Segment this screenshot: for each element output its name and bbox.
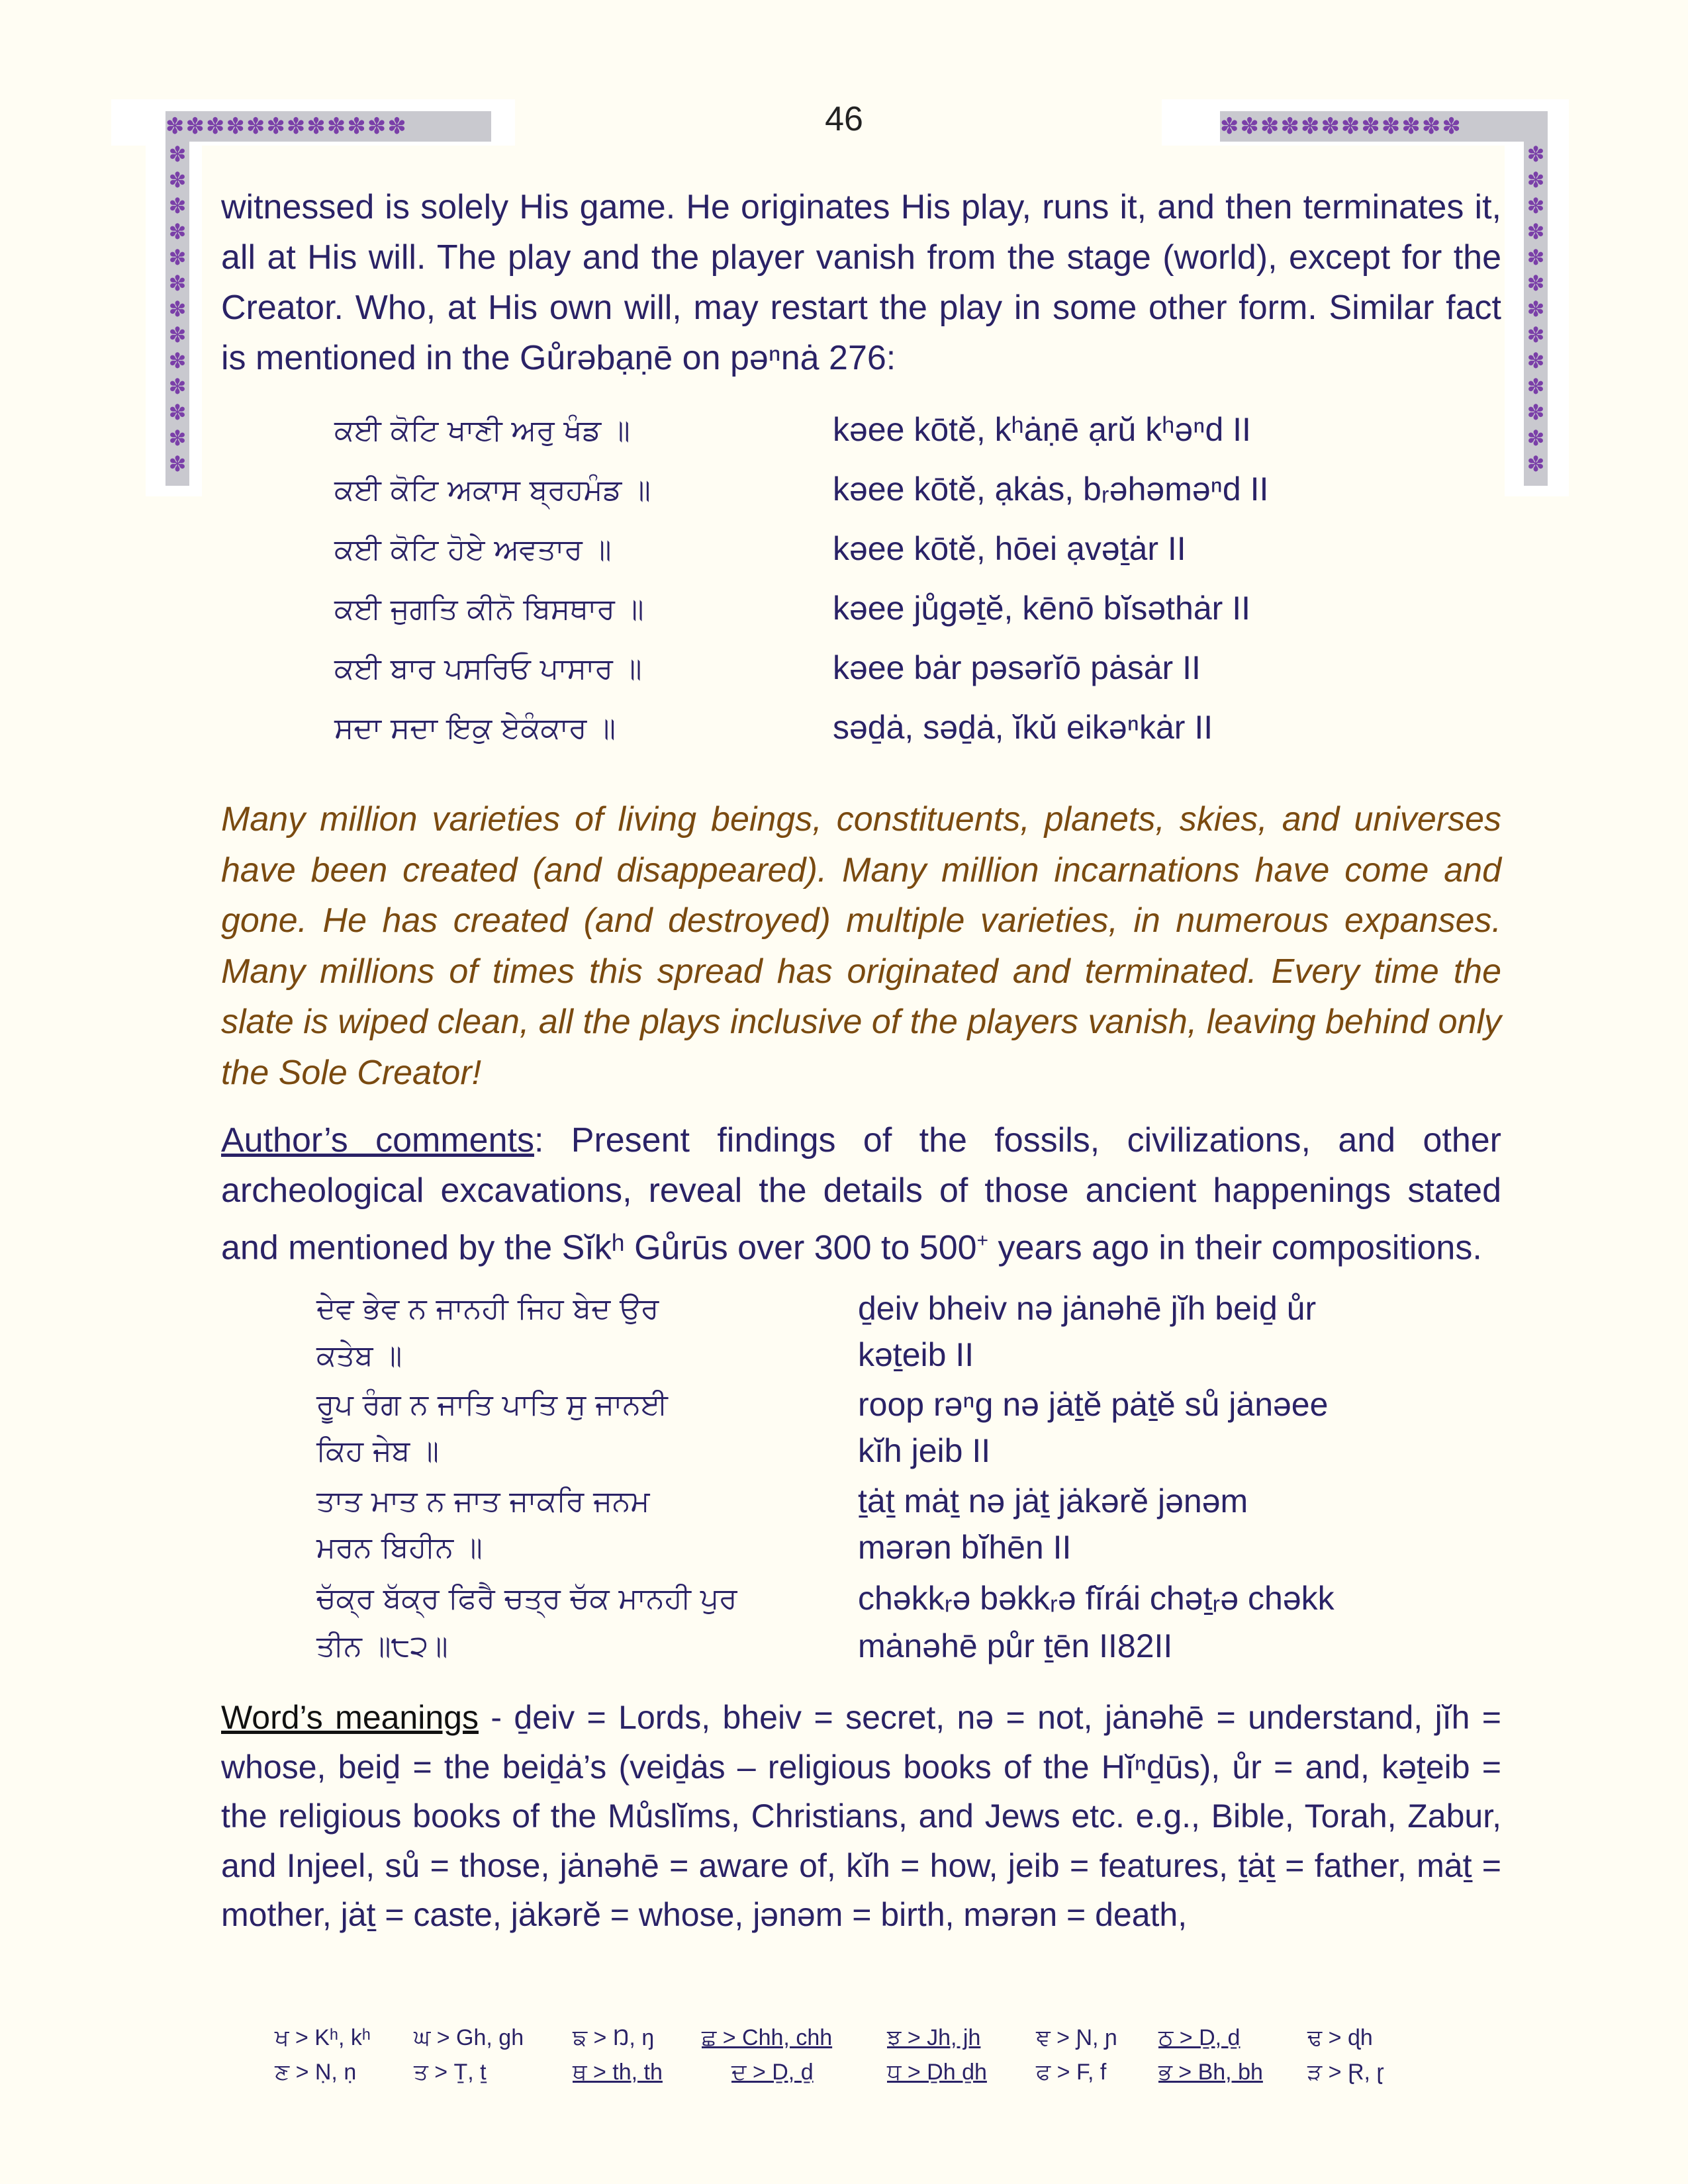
key-entry: ਭ > Bh, bh [1158, 2060, 1263, 2085]
key-entry: ਧ > Ḏh ḏh [887, 2060, 987, 2085]
verse1-gurmukhi-line: ਕਈ ਬਾਰ ਪਸਰਿਓ ਪਾਸਾਰ ॥ [334, 652, 642, 686]
verse1-gurmukhi-line: ਕਈ ਜੁਗਤਿ ਕੀਨੋ ਬਿਸਥਾਰ ॥ [334, 592, 644, 626]
word-meanings-text: - ḏeiv = Lords, bheiv = secret, nə = not, jȧnəhē = understand, jĭh = whose, beiḏ = the beiḏȧ’s (veiḏȧs – religious books of the Hĭⁿḏūs), ůr = and, kəṯeib = the religious books of the Můslĭms, Christians, and Jews etc. e.g., Bible, Torah, Zabur, and Injeel, sů = those, jȧnəhē = aware of, kĭh = how, jeib = features, ṯȧṯ = father, mȧṯ = mother, jȧṯ = caste, jȧkərĕ = whose, jənəm = birth, mərən = death, [221, 1699, 1502, 1933]
key-entry: ਘ > Gh, gh [414, 2025, 524, 2050]
key-entry: ਤ > Ṯ, ṯ [414, 2060, 487, 2085]
verse1-gurmukhi-line: ਸਦਾ ਸਦਾ ਇਕੁ ਏਕੰਕਾਰ ॥ [334, 711, 616, 745]
key-entry: ਛ > Chh, chh [702, 2025, 833, 2050]
verse1-translit-line: kəee kōtĕ, ạkȧs, bᵣəhəməⁿd II [833, 471, 1269, 508]
verse1-gurmukhi-line: ਕਈ ਕੋਟਿ ਹੋਏ ਅਵਤਾਰ ॥ [334, 533, 612, 567]
word-meanings-paragraph [221, 1693, 1501, 1940]
verse1-translit-line: kəee kōtĕ, hōei ạvəṯȧr II [833, 530, 1186, 567]
key-entry: ਖ > Kʰ, kʰ [275, 2025, 371, 2050]
key-entry: ਥ > th, th [573, 2060, 663, 2085]
key-entry: ਝ > Jh, jh [887, 2025, 981, 2050]
key-entry: ਠ > Ḏ, ḏ [1158, 2025, 1241, 2050]
authors-comments-text-end: years ago in their compositions. [988, 1228, 1482, 1267]
authors-comments-paragraph [221, 1115, 1501, 1273]
word-meanings-label: Word’s meanings [221, 1699, 479, 1736]
star-border-top-right: ✽✽✽✽✽✽✽✽✽✽✽✽ [1220, 111, 1548, 142]
verse2-translit-line: mərən bĭhēn II [858, 1529, 1072, 1566]
key-entry: ਫ > F, f [1036, 2060, 1107, 2085]
verse2-translit-line: ḏeiv bheiv nə jȧnəhē jĭh beiḏ ůr [858, 1290, 1317, 1327]
key-entry: ਙ > Ŋ, ŋ [573, 2025, 655, 2050]
key-entry: ਞ > Ɲ, ɲ [1036, 2025, 1117, 2050]
verse2-gurmukhi-line: ਕਤੇਬ ॥ [316, 1339, 402, 1373]
key-entry: ਢ > ɖh [1307, 2025, 1373, 2050]
verse2-gurmukhi-line: ਕਿਹ ਜੇਬ ॥ [316, 1434, 440, 1468]
key-entry: ੜ > Ɽ, ɽ [1307, 2060, 1384, 2085]
verse2-translit-line: ṯȧṯ mȧṯ nə jȧṯ jȧkərĕ jənəm [858, 1482, 1248, 1520]
verse2-translit-line: mȧnəhē půr ṯēn II82II [858, 1627, 1173, 1664]
verse2-translit-line: kəṯeib II [858, 1336, 974, 1373]
verse1-gurmukhi-line: ਕਈ ਕੋਟਿ ਅਕਾਸ ਬ੍ਰਹਮੰਡ ॥ [334, 473, 651, 507]
star-border-left: ✽✽✽✽✽✽✽✽✽✽✽✽✽ [165, 142, 189, 486]
star-border-right: ✽✽✽✽✽✽✽✽✽✽✽✽✽ [1524, 142, 1548, 486]
verse2-gurmukhi-line: ਦੇਵ ਭੇਵ ਨ ਜਾਨਹੀ ਜਿਹ ਬੇਦ ਉਰ [316, 1292, 659, 1326]
verse1-translit-line: kəee bȧr pəsərĭō pȧsȧr II [833, 649, 1201, 686]
star-border-top-left: ✽✽✽✽✽✽✽✽✽✽✽✽ [165, 111, 491, 142]
authors-comments-text: : Present findings of the fossils, civilizations, and other archeological excavations, reveal the details of those ancient happenings stated and mentioned by the Sĭkʰ Gůrūs over 300 to 500 [221, 1121, 1501, 1267]
verse1-translit-line: kəee kōtĕ, kʰȧṇē ạrŭ kʰəⁿd II [833, 411, 1251, 448]
verse2-gurmukhi-line: ਰੂਪ ਰੰਗ ਨ ਜਾਤਿ ਪਾਤਿ ਸੁ ਜਾਨਈ [316, 1388, 668, 1422]
authors-comments-label: Author’s comments [221, 1121, 534, 1160]
verse2-gurmukhi-line: ਮਰਨ ਬਿਹੀਨ ॥ [316, 1531, 483, 1565]
translation-paragraph: Many million varieties of living beings, constituents, planets, skies, and universes have been created (and disappeared). Many million incarnations have come and gone. He has created (and destroyed) multiple varieties, in numerous expanses. Many millions of times this spread has originated and terminated. Every time the slate is wiped clean, all the plays inclusive of the players vanish, leaving behind only the Sole Creator! [221, 800, 1501, 1092]
key-entry: ਦ > Ḏ, ḏ [731, 2060, 814, 2085]
verse2-translit-line: kĭh jeib II [858, 1432, 991, 1469]
intro-paragraph: witnessed is solely His game. He originates His play, runs it, and then terminates it, all at His will. The play and the player vanish from the stage (world), except for the Creator. Who, at His own will, may restart the play in some other form. Similar fact is mentioned in the Gůrəbạṇē on pəⁿnȧ 276: [221, 188, 1501, 377]
verse1-translit-line: səḏȧ, səḏȧ, ĭkŭ eikəⁿkȧr II [833, 709, 1213, 746]
key-entry: ਣ > Ṇ, ṇ [275, 2060, 357, 2085]
verse1-translit-line: kəee jůgəṯĕ, kēnō bĭsəthȧr II [833, 590, 1250, 627]
authors-comments-superscript: + [976, 1230, 989, 1251]
verse2-gurmukhi-line: ਚੱਕ੍ਰ ਬੱਕ੍ਰ ਫਿਰੈ ਚਤ੍ਰ ਚੱਕ ਮਾਨਹੀ ਪੁਰ [316, 1582, 737, 1615]
verse1-gurmukhi-line: ਕਈ ਕੋਟਿ ਖਾਣੀ ਅਰੁ ਖੰਡ ॥ [334, 414, 630, 447]
verse2-translit-line: chəkkᵣə bəkkᵣə fĭrái chəṯᵣə chəkk [858, 1580, 1335, 1617]
verse2-translit-line: roop rəⁿg nə jȧṯĕ pȧṯĕ sů jȧnəee [858, 1386, 1329, 1423]
verse2-gurmukhi-line: ਤਾਤ ਮਾਤ ਨ ਜਾਤ ਜਾਕਰਿ ਜਨਮ [316, 1484, 650, 1518]
verse2-gurmukhi-line: ਤੀਨ ॥੮੨॥ [316, 1629, 448, 1663]
page-number: 46 [825, 100, 863, 138]
